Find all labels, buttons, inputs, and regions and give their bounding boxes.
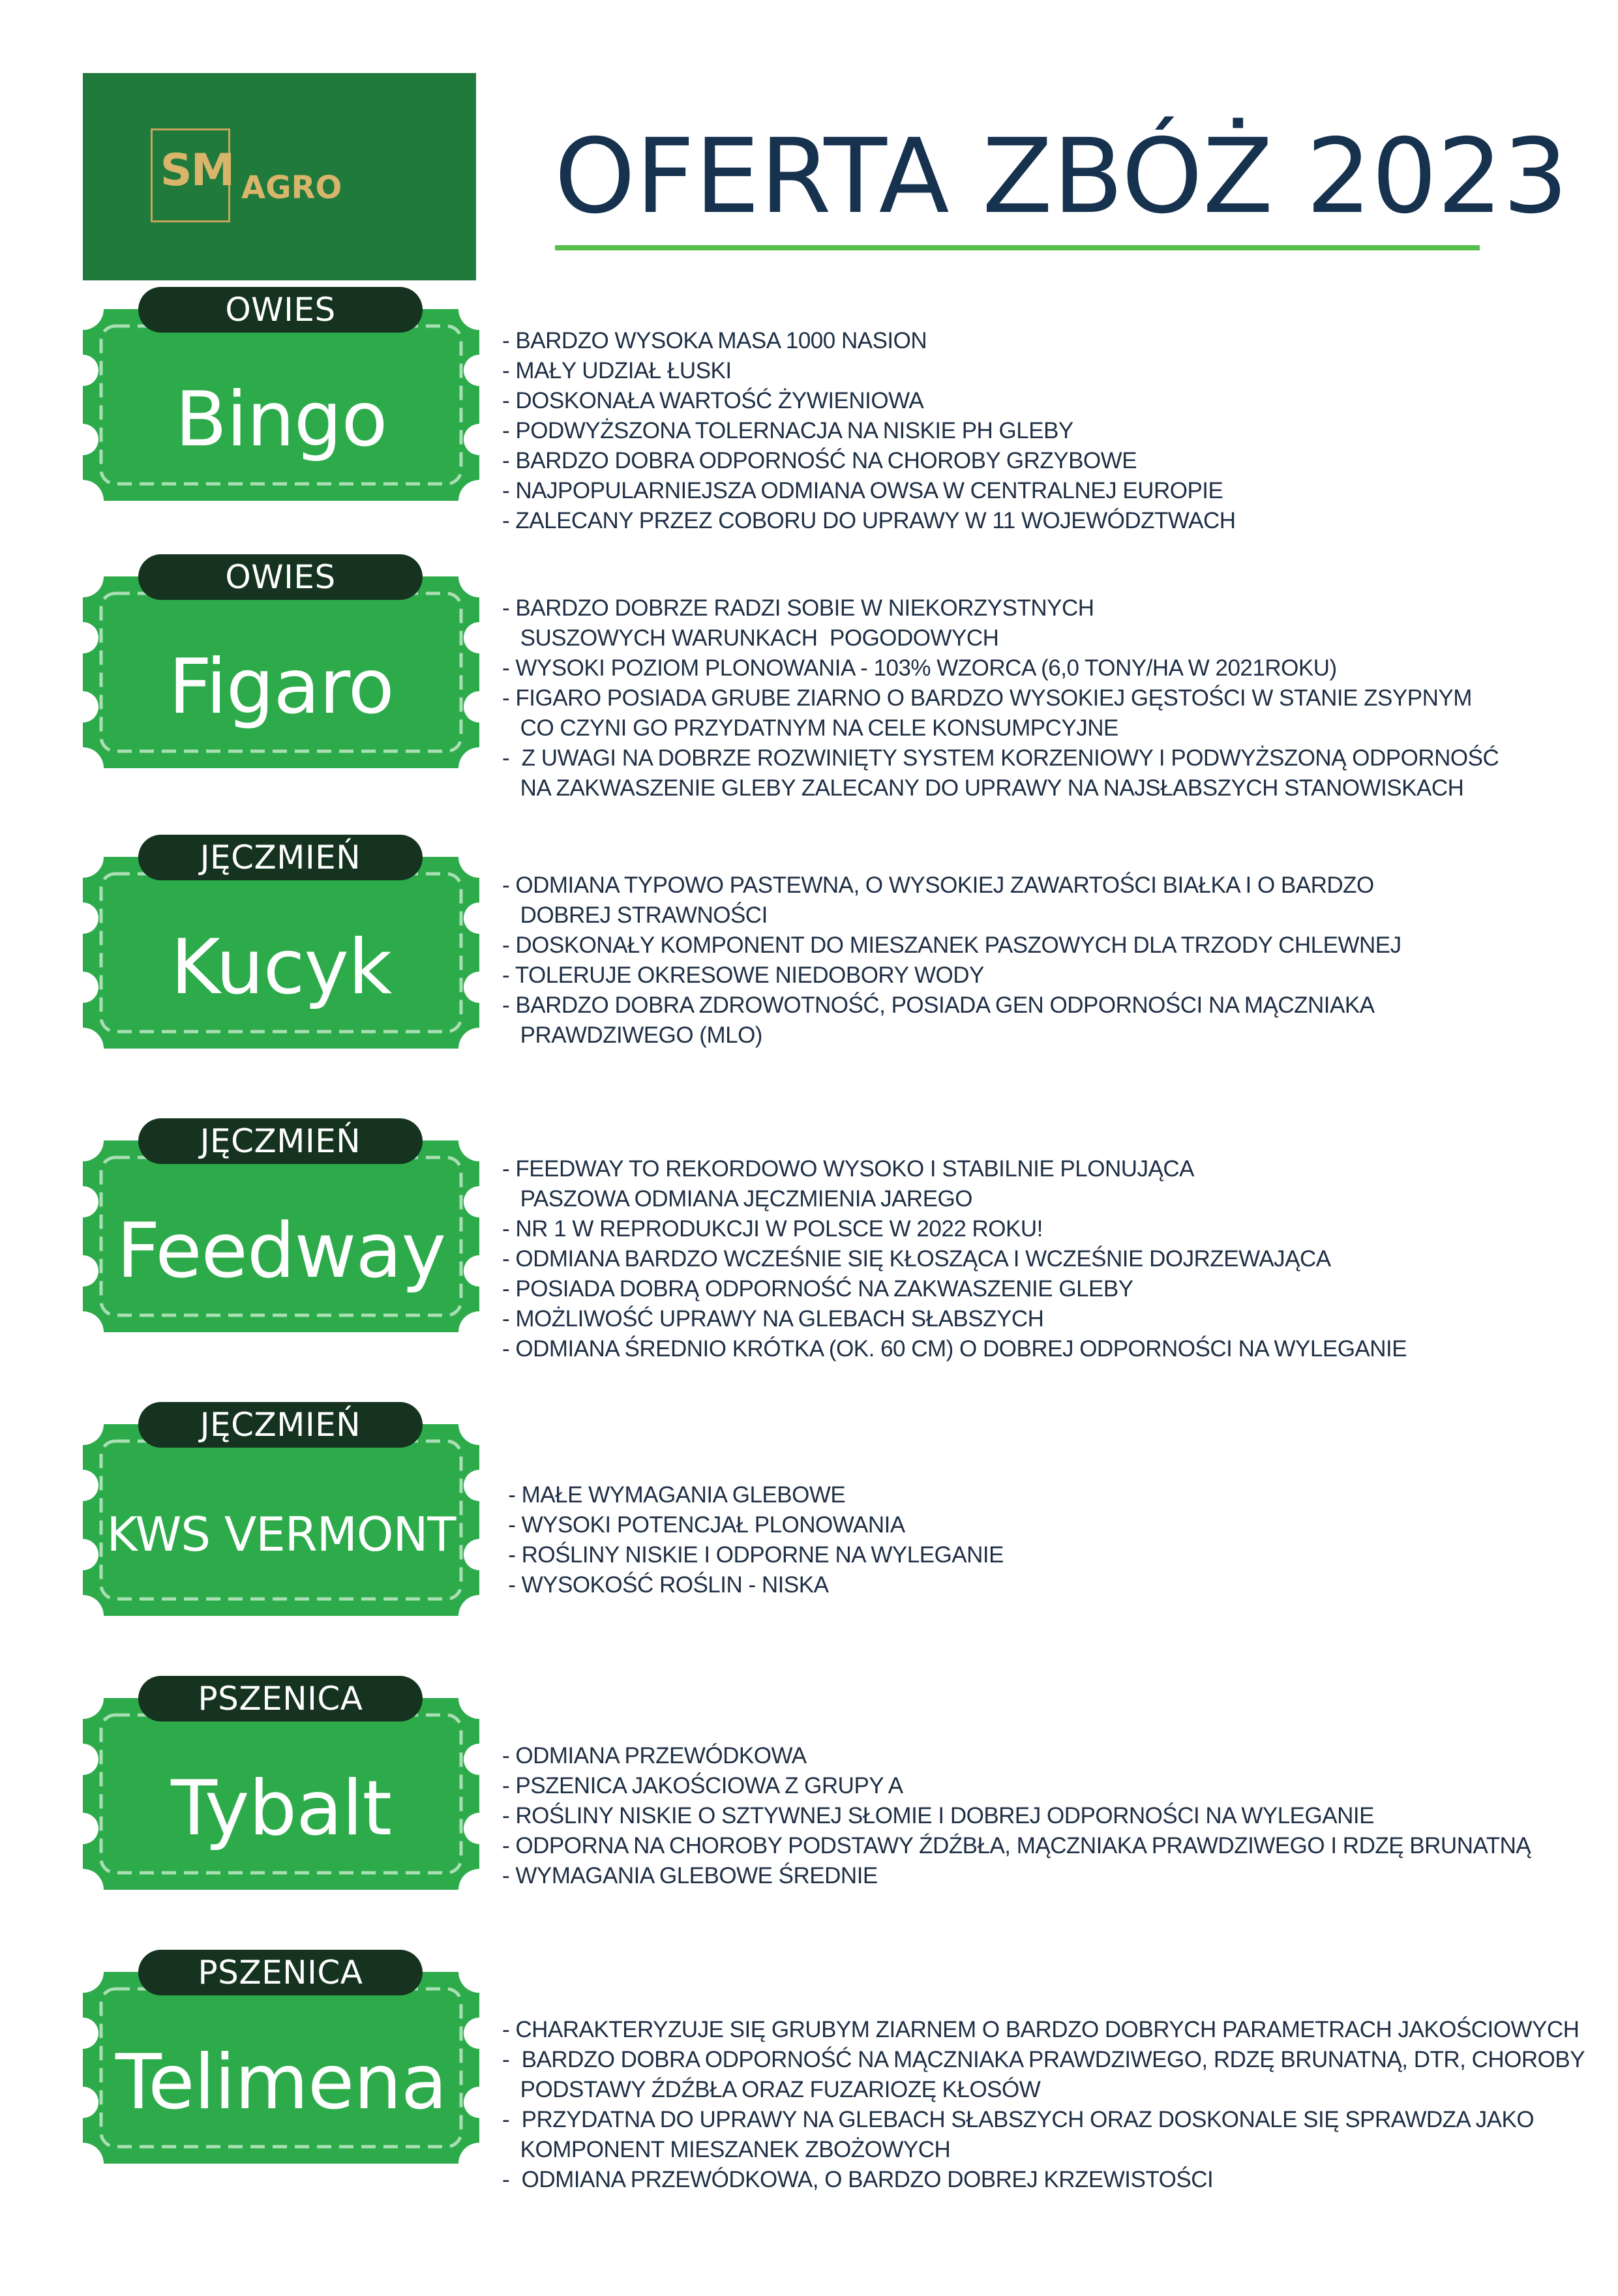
feature-item: - ODPORNA NA CHOROBY PODSTAWY ŹDŹBŁA, MĄCZNIAKA PRAWDZIWEGO I RDZĘ BRUNATNĄ: [502, 1833, 1531, 1858]
feature-item: - WYSOKI POTENCJAŁ PLONOWANIA: [502, 1512, 905, 1538]
feature-item: PRAWDZIWEGO (MLO): [502, 1022, 762, 1048]
variety-name: KWS VERMONT: [106, 1507, 456, 1562]
feature-item: - NR 1 W REPRODUKCJI W POLSCE W 2022 ROKU!: [502, 1216, 1043, 1242]
feature-list: [502, 1154, 1407, 1364]
variety-name: Telimena: [115, 2038, 447, 2126]
feature-item: - WYMAGANIA GLEBOWE ŚREDNIE: [502, 1863, 878, 1888]
feature-item: NA ZAKWASZENIE GLEBY ZALECANY DO UPRAWY NA NAJSŁABSZYCH STANOWISKACH: [502, 775, 1464, 801]
feature-item: - ODMIANA BARDZO WCZEŚNIE SIĘ KŁOSZĄCA I WCZEŚNIE DOJRZEWAJĄCA: [502, 1246, 1331, 1272]
variety-name: Kucyk: [170, 923, 392, 1011]
logo: [83, 73, 476, 280]
feature-item: - WYSOKOŚĆ ROŚLIN - NISKA: [502, 1572, 829, 1598]
feature-item: - BARDZO DOBRA ZDROWOTNOŚĆ, POSIADA GEN ODPORNOŚCI NA MĄCZNIAKA: [502, 992, 1375, 1018]
feature-item: - Z UWAGI NA DOBRZE ROZWINIĘTY SYSTEM KORZENIOWY I PODWYŻSZONĄ ODPORNOŚĆ: [502, 745, 1499, 771]
feature-list: [502, 593, 1499, 803]
feature-item: DOBREJ STRAWNOŚCI: [502, 902, 768, 928]
variety-name: Feedway: [116, 1206, 446, 1295]
title-underline: [555, 245, 1480, 250]
product-badge: [83, 1118, 479, 1334]
feature-item: - BARDZO WYSOKA MASA 1000 NASION: [502, 328, 927, 353]
feature-item: - PRZYDATNA DO UPRAWY NA GLEBACH SŁABSZYCH ORAZ DOSKONALE SIĘ SPRAWDZA JAKO: [502, 2107, 1535, 2132]
category-tag: OWIES: [138, 554, 423, 600]
product-badge: [83, 1402, 479, 1617]
feature-item: - ODMIANA PRZEWÓDKOWA: [502, 1743, 807, 1768]
feature-list: [502, 326, 1236, 536]
feature-item: - MAŁE WYMAGANIA GLEBOWE: [502, 1482, 846, 1508]
product-badge: [83, 287, 479, 502]
category-tag: JĘCZMIEŃ: [138, 1118, 423, 1164]
feature-item: - BARDZO DOBRA ODPORNOŚĆ NA CHOROBY GRZYBOWE: [502, 448, 1137, 473]
product-badge: [83, 1950, 479, 2165]
feature-item: PODSTAWY ŹDŹBŁA ORAZ FUZARIOZĘ KŁOSÓW: [502, 2077, 1041, 2102]
category-tag: OWIES: [138, 287, 423, 333]
feature-item: - ZALECANY PRZEZ COBORU DO UPRAWY W 11 WOJEWÓDZTWACH: [502, 508, 1236, 533]
category-tag: PSZENICA: [138, 1676, 423, 1722]
feature-item: - ODMIANA ŚREDNIO KRÓTKA (OK. 60 CM) O DOBREJ ODPORNOŚCI NA WYLEGANIE: [502, 1336, 1407, 1362]
feature-item: - NAJPOPULARNIEJSZA ODMIANA OWSA W CENTRALNEJ EUROPIE: [502, 478, 1223, 503]
category-tag: PSZENICA: [138, 1950, 423, 1995]
product-badge: [83, 554, 479, 769]
variety-name: Tybalt: [171, 1764, 391, 1853]
feature-item: - PSZENICA JAKOŚCIOWA Z GRUPY A: [502, 1773, 903, 1798]
feature-item: - CHARAKTERYZUJE SIĘ GRUBYM ZIARNEM O BARDZO DOBRYCH PARAMETRACH JAKOŚCIOWYCH: [502, 2017, 1580, 2042]
feature-list: [502, 1741, 1531, 1891]
feature-item: - MOŻLIWOŚĆ UPRAWY NA GLEBACH SŁABSZYCH: [502, 1306, 1044, 1332]
feature-item: - BARDZO DOBRZE RADZI SOBIE W NIEKORZYSTNYCH: [502, 595, 1094, 621]
feature-item: - ROŚLINY NISKIE O SZTYWNEJ SŁOMIE I DOBREJ ODPORNOŚCI NA WYLEGANIE: [502, 1803, 1374, 1828]
feature-item: - TOLERUJE OKRESOWE NIEDOBORY WODY: [502, 962, 984, 988]
feature-list: [502, 2015, 1585, 2195]
feature-item: - ROŚLINY NISKIE I ODPORNE NA WYLEGANIE: [502, 1542, 1004, 1568]
category-tag: JĘCZMIEŃ: [138, 1402, 423, 1448]
feature-item: CO CZYNI GO PRZYDATNYM NA CELE KONSUMPCYJNE: [502, 715, 1118, 741]
feature-item: - MAŁY UDZIAŁ ŁUSKI: [502, 358, 732, 383]
feature-list: [502, 871, 1401, 1051]
feature-item: - ODMIANA PRZEWÓDKOWA, O BARDZO DOBREJ KRZEWISTOŚCI: [502, 2167, 1214, 2192]
logo-text: AGRO: [241, 170, 342, 206]
feature-item: - FIGARO POSIADA GRUBE ZIARNO O BARDZO WYSOKIEJ GĘSTOŚCI W STANIE ZSYPNYM: [502, 685, 1472, 711]
feature-item: - WYSOKI POZIOM PLONOWANIA - 103% WZORCA (6,0 TONY/HA W 2021ROKU): [502, 655, 1337, 681]
feature-item: - DOSKONAŁY KOMPONENT DO MIESZANEK PASZOWYCH DLA TRZODY CHLEWNEJ: [502, 932, 1401, 958]
feature-item: PASZOWA ODMIANA JĘCZMIENIA JAREGO: [502, 1186, 972, 1212]
feature-list: [502, 1480, 1004, 1600]
feature-item: KOMPONENT MIESZANEK ZBOŻOWYCH: [502, 2137, 951, 2162]
feature-item: SUSZOWYCH WARUNKACH POGODOWYCH: [502, 625, 999, 651]
page-title: OFERTA ZBÓŻ 2023: [554, 117, 1568, 237]
logo-mark: SM: [160, 145, 234, 196]
feature-item: - FEEDWAY TO REKORDOWO WYSOKO I STABILNIE PLONUJĄCA: [502, 1156, 1194, 1182]
category-tag: JĘCZMIEŃ: [138, 835, 423, 880]
variety-name: Bingo: [175, 375, 387, 464]
product-badge: [83, 1676, 479, 1891]
feature-item: - POSIADA DOBRĄ ODPORNOŚĆ NA ZAKWASZENIE GLEBY: [502, 1276, 1133, 1302]
variety-name: Figaro: [168, 642, 394, 731]
feature-item: - ODMIANA TYPOWO PASTEWNA, O WYSOKIEJ ZAWARTOŚCI BIAŁKA I O BARDZO: [502, 872, 1374, 898]
feature-item: - DOSKONAŁA WARTOŚĆ ŻYWIENIOWA: [502, 388, 924, 413]
product-badge: [83, 835, 479, 1050]
feature-item: - PODWYŻSZONA TOLERNACJA NA NISKIE PH GLEBY: [502, 418, 1073, 443]
feature-item: - BARDZO DOBRA ODPORNOŚĆ NA MĄCZNIAKA PRAWDZIWEGO, RDZĘ BRUNATNĄ, DTR, CHOROBY: [502, 2047, 1585, 2072]
